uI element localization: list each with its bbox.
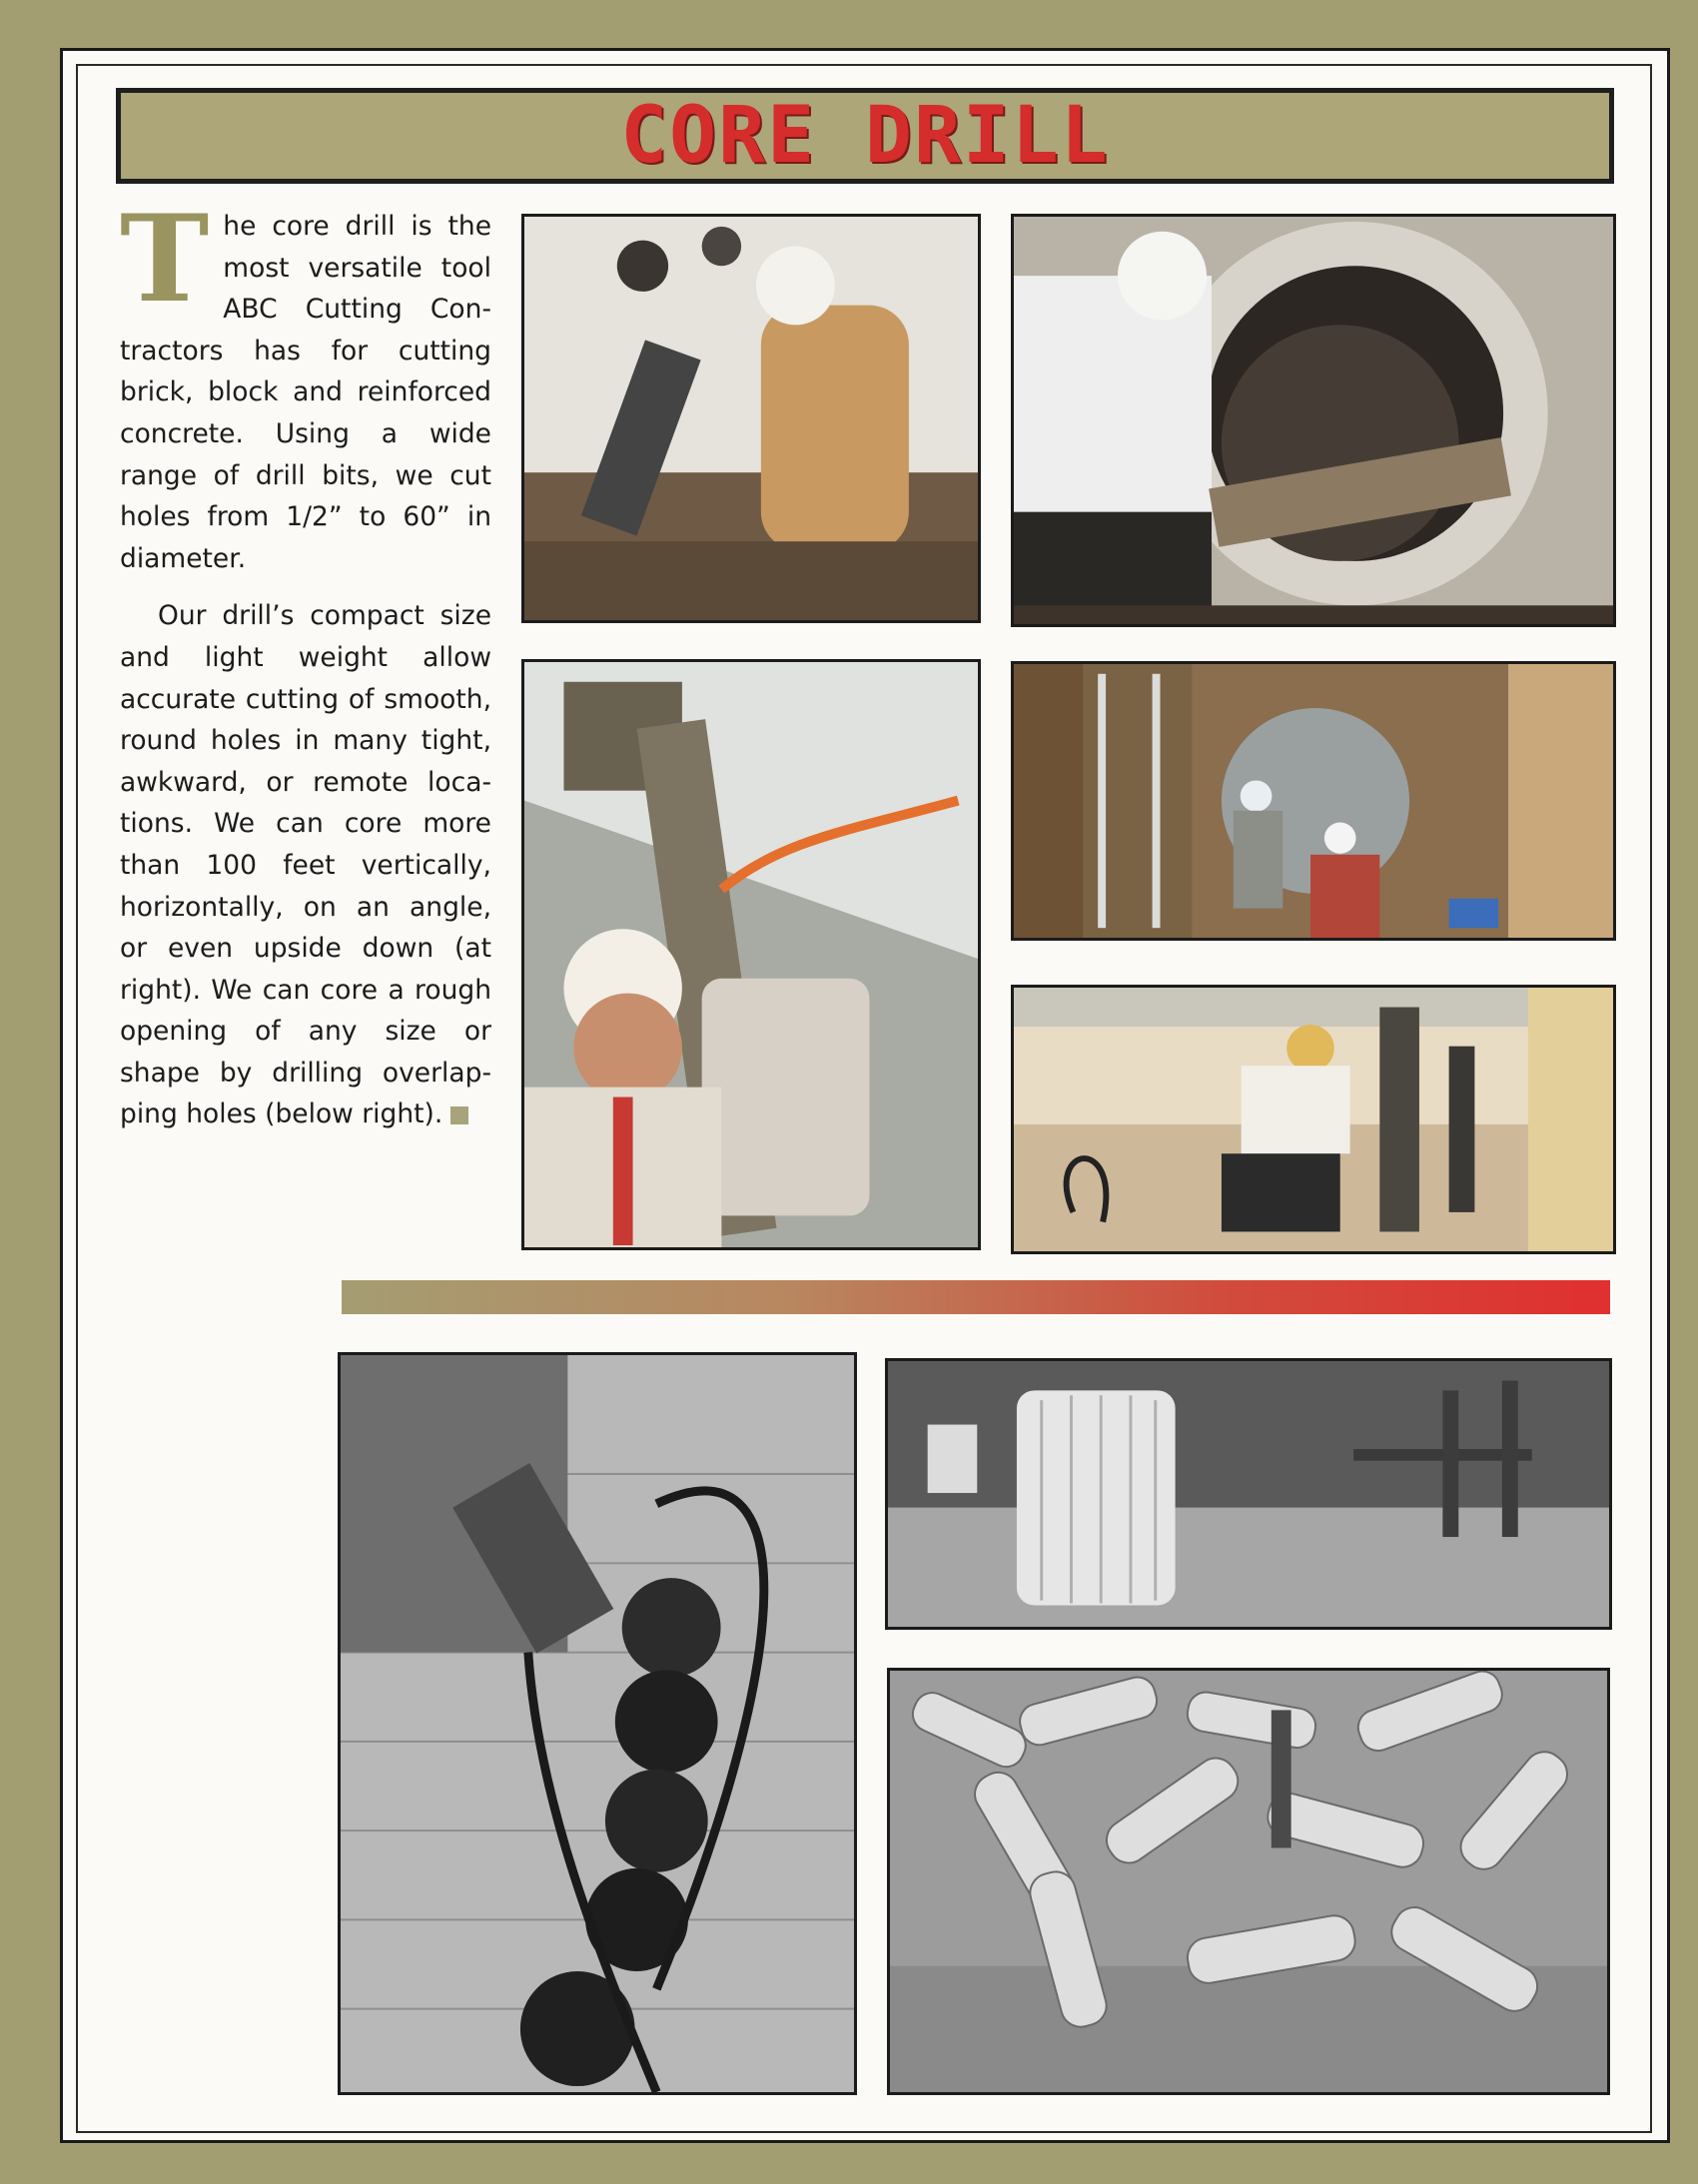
section-divider-gradient: [342, 1280, 1610, 1314]
photo-large-core-pipe: [1011, 214, 1616, 627]
paragraph-2: Our drill’s compact size and light weight allow accurate cutting of smooth, round holes in many tight, awkward, or remote locations. We can core more than 100 feet vertically, horizontally, on an angle, or even upside down (at right). We can core a rough opening of any size or shape by drilling overlapping holes (below right).: [120, 600, 491, 1130]
page-title: CORE DRILL: [620, 91, 1110, 181]
paragraph-1: he core drill is the most versatile tool ABC Cutting Contractors has for cutting brick, block and reinforced concrete. Using a wide range of drill bits, we cut holes from 1/2” to 60” in diameter.: [120, 211, 491, 574]
photo-upside-down-drilling: [521, 659, 981, 1250]
photo-pile-of-cores-bw: [887, 1668, 1610, 2095]
title-banner: [116, 88, 1614, 184]
photo-overlapping-holes-bw: [338, 1352, 857, 2095]
end-mark-icon: [450, 1106, 468, 1124]
photo-vertical-coring-site: [1011, 985, 1616, 1254]
photo-stacked-cores-bw: [885, 1358, 1612, 1630]
photo-worker-drilling-wall: [521, 214, 981, 623]
photo-workers-excavation: [1011, 661, 1616, 941]
drop-cap: T: [120, 189, 210, 330]
article-text: [120, 189, 491, 1151]
